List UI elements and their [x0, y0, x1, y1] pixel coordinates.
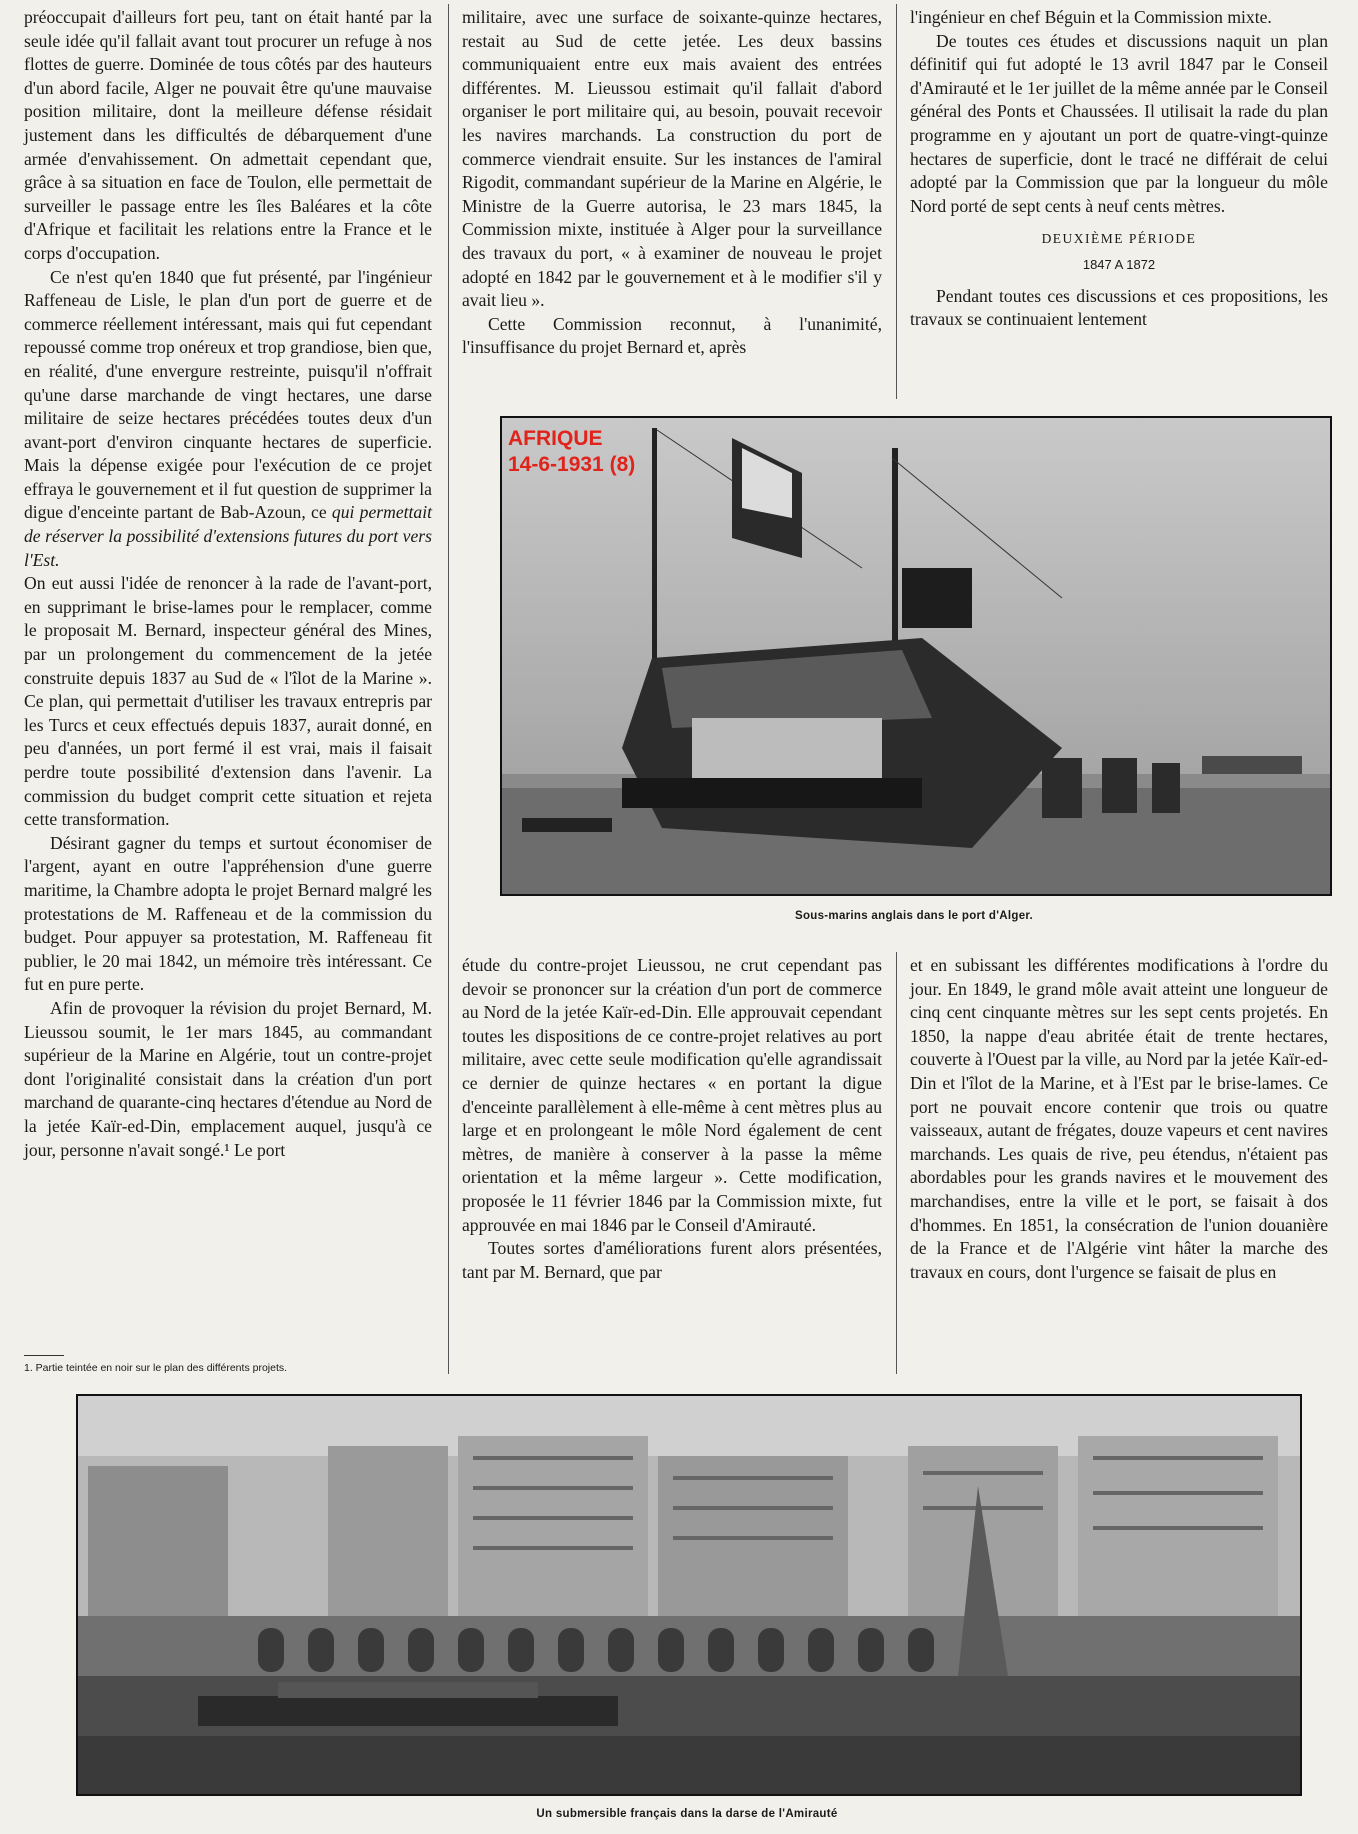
column-2-bottom: [462, 954, 882, 1284]
paragraph: militaire, avec une surface de soixante-quinze hectares, restait au Sud de cette jetée. Les deux bassins communiquaient entre eux mais avaient des entrées différentes. M. Lieussou estimait qu'il fallait d'abord organiser le port militaire qui, au besoin, pouvait recevoir les navires marchands. La construction du port de commerce viendrait ensuite. Sur les instances de l'amiral Rigodit, commandant supérieur de la Marine en Algérie, le Ministre de la Guerre autorisa, le 23 mars 1845, la Commission mixte, instituée à Alger pour la surveillance des travaux du port, « à examiner de nouveau le projet adopté en 1842 par le gouvernement et à le modifier s'il y avait lieu ».: [462, 7, 882, 311]
section-heading: DEUXIÈME PÉRIODE: [1041, 231, 1197, 247]
paragraph: l'ingénieur en chef Béguin et la Commission mixte.: [910, 7, 1272, 27]
footnote: 1. Partie teintée en noir sur le plan des différents projets.: [24, 1362, 288, 1374]
section-dates: 1847 A 1872: [1082, 256, 1156, 272]
footnote-rule: [24, 1355, 64, 1356]
italic-text: qui permettait de réserver la possibilité d'extensions futures du port vers l'Est.: [24, 502, 432, 570]
harbour-image: [78, 1396, 1300, 1794]
paragraph: Désirant gagner du temps et surtout économiser de l'argent, ayant en outre l'appréhension d'une guerre maritime, la Chambre adopta le projet Bernard malgré les protestations de M. Raffeneau et de la commission du budget. Pour appuyer sa protestation, M. Raffeneau fit publier, le 20 mai 1842, un mémoire très intéressant. Ce fut en pure perte.: [24, 832, 432, 995]
paragraph: et en subissant les différentes modifications à l'ordre du jour. En 1849, le grand môle avait atteint une longueur de cinq cent cinquante mètres sur les sept cents projetés. En 1850, la nappe d'eau abritée était de trente hectares, couverte à l'Ouest par la ville, au Nord par la jetée Kaïr-ed-Din et l'îlot de la Marine, et à l'Est par le brise-lames. Ce port ne pouvait encore contenir que trois ou quatre vaisseaux, autant de frégates, douze vapeurs et cent navires marchands. Les quais de rive, peu étendus, n'étaient pas abordables pour les grands navires et le mouvement des marchandises, entre la ville et le port, se faisait à dos d'hommes. En 1851, la consécration de l'union douanière de la France et de l'Algérie vint hâter la marche des travaux en cours, dont l'urgence se faisait de plus en: [910, 955, 1328, 1282]
column-3-bottom: [910, 954, 1328, 1284]
photo-caption: Un submersible français dans la darse de l'Amirauté: [536, 1808, 838, 1820]
paragraph: Pendant toutes ces discussions et ces propositions, les travaux se continuaient lentement: [910, 285, 1328, 330]
paragraph: De toutes ces études et discussions naquit un plan définitif qui fut adopté le 13 avril 1847 par le Conseil d'Amirauté et le 1er juillet de la même année par le Conseil général des Ponts et Chaussées. Il utilisait la rade du plan programme en y ajoutant un port de quatre-vingt-quinze hectares de superficie, dont le tracé ne différait de celui adopté par la Commission que par la longueur du môle Nord porté de sept cents à neuf cents mètres.: [910, 30, 1328, 216]
photo-caption: Sous-marins anglais dans le port d'Alger.: [794, 910, 1034, 922]
paragraph: Afin de provoquer la révision du projet Bernard, M. Lieussou soumit, le 1er mars 1845, au commandant supérieur de la Marine en Algérie, tout un contre-projet dont l'originalité consistait dans la création d'un port marchand de quarante-cinq hectares d'étendue au Nord de la jetée Kaïr-ed-Din, emplacement auquel, jusqu'à ce jour, personne n'avait songé.¹ Le port: [24, 997, 432, 1160]
column-rule: [896, 4, 897, 399]
column-2-top: [462, 6, 882, 360]
paragraph: étude du contre-projet Lieussou, ne crut cependant pas devoir se prononcer sur la création d'un port de commerce au Nord de la jetée Kaïr-ed-Din. Elle approuvait cependant toutes les dispositions de ce contre-projet relatives au port militaire, avec cette seule modification qu'elle agrandissait ce dernier de quinze hectares « en portant la digue d'enceinte parallèlement à elle-même à cent mètres plus au large et en prolongeant le môle Nord également de cent mètres, de manière à conserver à la passe la même orientation et la même largeur ». Cette modification, proposée le 11 février 1846 par la Commission mixte, fut approuvée en mai 1846 par le Conseil d'Amirauté.: [462, 955, 882, 1235]
stamp-line: AFRIQUE: [508, 427, 603, 450]
ship-image: [502, 418, 1330, 894]
column-rule: [896, 952, 897, 1374]
paragraph: préoccupait d'ailleurs fort peu, tant on était hanté par la seule idée qu'il fallait avant tout procurer un refuge à nos flottes de guerre. Dominée de tous côtés par des hauteurs d'un abord facile, Alger ne pouvait être qu'une mauvaise position militaire, dont la meilleure défense résidait justement dans les difficultés de débarquement d'une armée d'envahissement. On admettait cependant que, grâce à sa situation en face de Toulon, elle permettait de surveiller le passage entre les îles Baléares et la côte d'Afrique et facilitait les relations entre la France et le corps d'occupation.: [24, 7, 432, 263]
paragraph: On eut aussi l'idée de renoncer à la rade de l'avant-port, en supprimant le brise-lames pour le remplacer, comme le proposait M. Bernard, inspecteur général des Mines, par un prolongement du commencement de la jetée construite depuis 1837 au Sud de « l'îlot de la Marine ». Ce plan, qui permettait d'utiliser les travaux entrepris par les Turcs et ceux effectués depuis 1837, aurait donné, en peu d'années, un port fermé il est vrai, mais il faisait perdre toute possibilité d'extension dans l'avenir. La commission du budget comprit cette situation et rejeta cette transformation.: [24, 573, 432, 830]
stamp-line: 14-6-1931 (8): [508, 453, 636, 476]
archive-stamp: [508, 426, 635, 478]
submarines-photo: [500, 416, 1332, 896]
column-rule: [448, 4, 449, 1374]
column-3-top: [910, 6, 1328, 332]
paragraph: Ce n'est qu'en 1840 que fut présenté, par l'ingénieur Raffeneau de Lisle, le plan d'un port de guerre et de commerce réellement intéressant, mais qui fut cependant repoussé comme trop onéreux et trop grandiose, bien que, en réalité, d'une envergure restreinte, puisqu'il n'offrait qu'une darse marchande de vingt hectares, une darse militaire de seize hectares précédées toutes deux d'un avant-port d'environ cinquante hectares de superficie. Mais la dépense exigée pour l'exécution de ce projet effraya le gouvernement et il fut question de supprimer la digue d'enceinte partant de Bab-Azoun, ce qui permettait de réserver la possibilité d'extensions futures du port vers l'Est.: [24, 266, 432, 570]
harbour-photo: [76, 1394, 1302, 1796]
paragraph: Cette Commission reconnut, à l'unanimité, l'insuffisance du projet Bernard et, après: [462, 313, 882, 358]
column-1: [24, 6, 432, 1162]
paragraph: Toutes sortes d'améliorations furent alors présentées, tant par M. Bernard, que par: [462, 1238, 882, 1282]
